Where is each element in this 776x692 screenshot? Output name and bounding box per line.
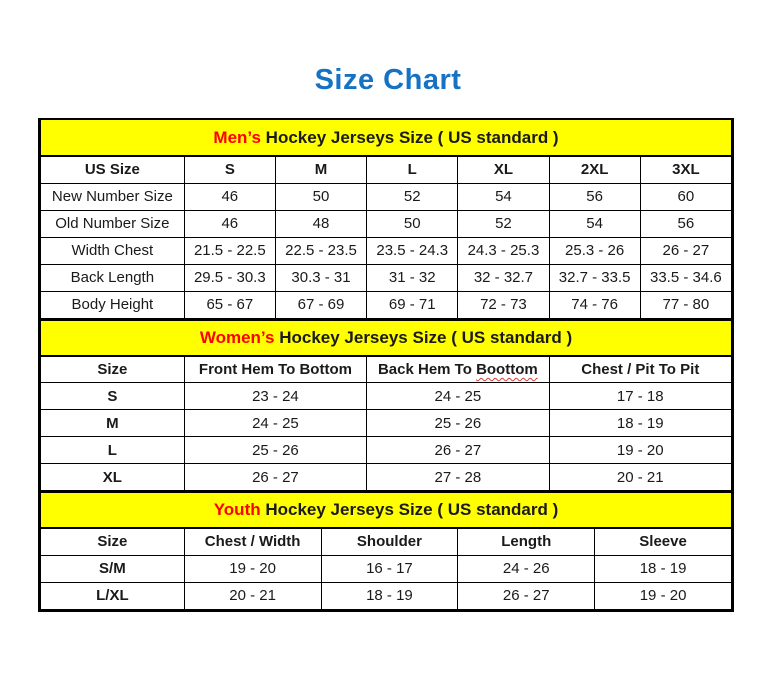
table-row	[41, 437, 732, 464]
data-cell: 20 - 21	[184, 582, 321, 609]
womens-size-table	[40, 319, 732, 492]
data-cell: 26 - 27	[640, 237, 731, 264]
data-cell: 46	[184, 183, 275, 210]
column-header: XL	[458, 156, 549, 183]
column-header: 2XL	[549, 156, 640, 183]
youth-band-highlight: Youth	[213, 500, 261, 519]
column-header: M	[275, 156, 366, 183]
table-row	[41, 264, 732, 291]
data-cell: 67 - 69	[275, 291, 366, 318]
column-header: Chest / Pit To Pit	[549, 356, 731, 383]
data-cell: 33.5 - 34.6	[640, 264, 731, 291]
mens-header-row	[41, 156, 732, 183]
row-label: Back Length	[41, 264, 185, 291]
column-header: Sleeve	[595, 528, 732, 555]
womens-header-row	[41, 356, 732, 383]
data-cell: 19 - 20	[549, 437, 731, 464]
data-cell: 52	[458, 210, 549, 237]
data-cell: 26 - 27	[458, 582, 595, 609]
row-label: S/M	[41, 555, 185, 582]
data-cell: 19 - 20	[184, 555, 321, 582]
table-row	[41, 383, 732, 410]
column-header: Length	[458, 528, 595, 555]
data-cell: 24 - 26	[458, 555, 595, 582]
table-row	[41, 464, 732, 491]
column-header: Chest / Width	[184, 528, 321, 555]
data-cell: 18 - 19	[549, 410, 731, 437]
row-label: New Number Size	[41, 183, 185, 210]
womens-section-band	[41, 320, 732, 356]
row-label: Width Chest	[41, 237, 185, 264]
data-cell: 74 - 76	[549, 291, 640, 318]
data-cell: 18 - 19	[595, 555, 732, 582]
page-title: Size Chart	[314, 64, 462, 96]
table-row	[41, 555, 732, 582]
data-cell: 56	[549, 183, 640, 210]
data-cell: 50	[275, 183, 366, 210]
data-cell: 65 - 67	[184, 291, 275, 318]
data-cell: 26 - 27	[184, 464, 366, 491]
data-cell: 16 - 17	[321, 555, 458, 582]
data-cell: 23 - 24	[184, 383, 366, 410]
data-cell: 23.5 - 24.3	[367, 237, 458, 264]
data-cell: 32.7 - 33.5	[549, 264, 640, 291]
data-cell: 54	[458, 183, 549, 210]
table-row	[41, 183, 732, 210]
youth-header-row	[41, 528, 732, 555]
data-cell: 25 - 26	[367, 410, 549, 437]
column-header: Size	[41, 528, 185, 555]
table-row	[41, 237, 732, 264]
data-cell: 20 - 21	[549, 464, 731, 491]
data-cell: 52	[367, 183, 458, 210]
youth-size-table	[40, 491, 732, 610]
data-cell: 19 - 20	[595, 582, 732, 609]
youth-band-text: Hockey Jerseys Size ( US standard )	[260, 500, 559, 519]
data-cell: 56	[640, 210, 731, 237]
misspelled-word: Boottom	[476, 360, 538, 378]
data-cell: 24 - 25	[367, 383, 549, 410]
size-chart-tables	[38, 118, 734, 612]
data-cell: 50	[367, 210, 458, 237]
data-cell: 77 - 80	[640, 291, 731, 318]
data-cell: 29.5 - 30.3	[184, 264, 275, 291]
data-cell: 31 - 32	[367, 264, 458, 291]
womens-band-text: Hockey Jerseys Size ( US standard )	[274, 327, 573, 347]
row-label: L	[41, 437, 185, 464]
data-cell: 54	[549, 210, 640, 237]
data-cell: 24 - 25	[184, 410, 366, 437]
column-header: Shoulder	[321, 528, 458, 555]
column-header: Front Hem To Bottom	[184, 356, 366, 383]
column-header: Size	[41, 356, 185, 383]
mens-size-table	[40, 120, 732, 319]
data-cell: 72 - 73	[458, 291, 549, 318]
data-cell: 30.3 - 31	[275, 264, 366, 291]
row-label: XL	[41, 464, 185, 491]
data-cell: 17 - 18	[549, 383, 731, 410]
data-cell: 46	[184, 210, 275, 237]
womens-band-highlight: Women’s	[199, 327, 275, 347]
mens-band-text: Hockey Jerseys Size ( US standard )	[260, 127, 559, 147]
data-cell: 26 - 27	[367, 437, 549, 464]
column-header: 3XL	[640, 156, 731, 183]
table-row	[41, 410, 732, 437]
data-cell: 21.5 - 22.5	[184, 237, 275, 264]
column-header: US Size	[41, 156, 185, 183]
column-header: Back Hem To Boottom	[367, 356, 549, 383]
data-cell: 22.5 - 23.5	[275, 237, 366, 264]
mens-section-band	[41, 120, 732, 156]
youth-section-band	[41, 492, 732, 528]
table-row	[41, 582, 732, 609]
data-cell: 48	[275, 210, 366, 237]
data-cell: 69 - 71	[367, 291, 458, 318]
row-label: L/XL	[41, 582, 185, 609]
table-row	[41, 210, 732, 237]
data-cell: 27 - 28	[367, 464, 549, 491]
table-row	[41, 291, 732, 318]
row-label: S	[41, 383, 185, 410]
data-cell: 25.3 - 26	[549, 237, 640, 264]
row-label: M	[41, 410, 185, 437]
column-header: S	[184, 156, 275, 183]
data-cell: 18 - 19	[321, 582, 458, 609]
data-cell: 32 - 32.7	[458, 264, 549, 291]
data-cell: 24.3 - 25.3	[458, 237, 549, 264]
row-label: Body Height	[41, 291, 185, 318]
mens-band-highlight: Men’s	[213, 127, 261, 147]
row-label: Old Number Size	[41, 210, 185, 237]
data-cell: 25 - 26	[184, 437, 366, 464]
column-header: L	[367, 156, 458, 183]
data-cell: 60	[640, 183, 731, 210]
